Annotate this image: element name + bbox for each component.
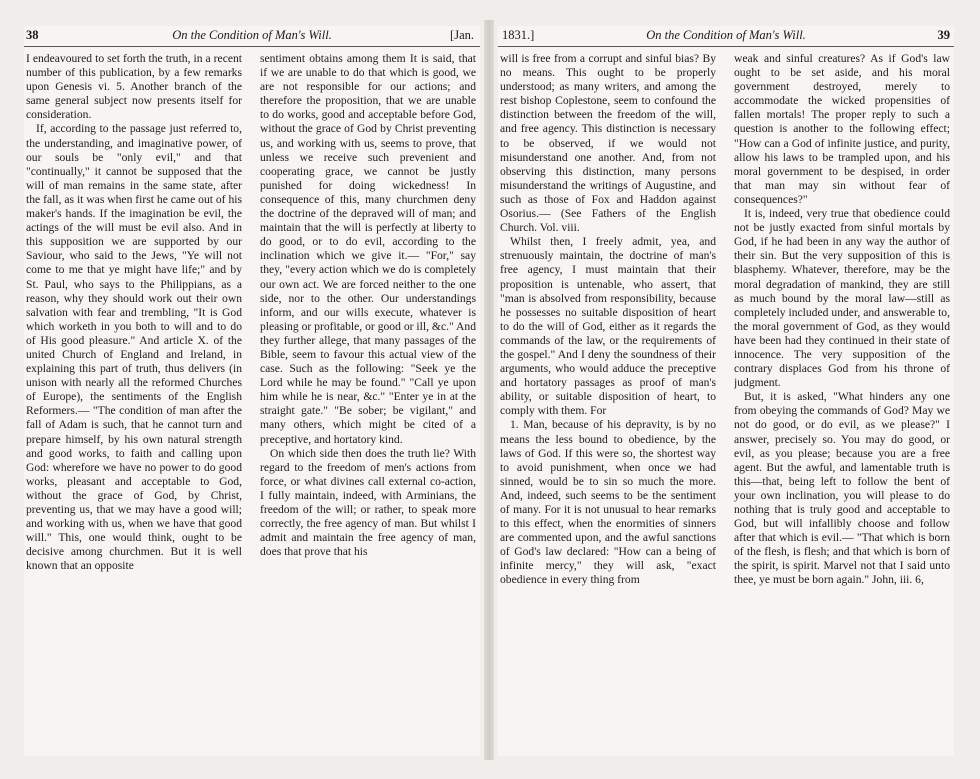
- column-1: [500, 52, 716, 756]
- paragraph: Whilst then, I freely admit, yea, and strenuously maintain, the doctrine of man's free agency, I must maintain that their proposition is untenable, who assert, that "man is absolved from responsibility, because he possesses no suitable disposition of heart to do the will of God, either as it regards the commands of the law, or the requirements of the gospel." And I deny the soundness of their arguments, who would adduce the preceptive and hortatory passages as proof of man's ability, or suitable disposition of heart, to comply with them. For: [500, 235, 716, 418]
- paragraph: It is, indeed, very true that obedience could not be justly exacted from sinful mortals by God, if he had been in any way the author of their sin. But the very supposition of this is blasphemy. Whatever, therefore, may be the moral degradation of mankind, they are still as much bound by the moral law—still as completely included under, and answerable to, the moral government of God, as they would have been had they continued in their state of innocence. The very supposition of the contrary displaces God from his throne of judgment.: [734, 207, 950, 390]
- running-date: [Jan.: [450, 28, 474, 42]
- running-title: On the Condition of Man's Will.: [646, 28, 806, 42]
- paragraph: I endeavoured to set forth the truth, in a recent number of this publication, by a few remarks upon Genesis vi. 5. Another branch of the same general subject now presents itself for consideration.: [26, 52, 242, 122]
- right-page: [498, 26, 954, 756]
- running-head-right: [498, 26, 954, 47]
- left-page: [24, 26, 480, 756]
- paragraph: On which side then does the truth lie? With regard to the freedom of men's actions from force, or what divines call external co-action, I fully maintain, indeed, with Arminians, the freedom of the will; or rather, to speak more correctly, the free agency of man. But whilst I admit and maintain the free agency of man, does that prove that his: [260, 446, 476, 559]
- column-2: [734, 52, 950, 756]
- running-date: 1831.]: [502, 28, 535, 42]
- column-1: [26, 52, 242, 756]
- running-title: On the Condition of Man's Will.: [172, 28, 332, 42]
- text-columns: [24, 52, 480, 756]
- running-head-left: [24, 26, 480, 47]
- paragraph: sentiment obtains among them It is said, that if we are unable to do that which is good, we are not responsible for our actions; and therefore the proposition, that we are unable to do works, good and acceptable before God, without the grace of God by Christ preventing us, and working with us, seems to prove, that unless we receive such prevenient and cooperating grace, we cannot be justly punished for doing wickedness! In consequence of this, many churchmen deny the doctrine of the depraved will of man; and maintain that the will is perfectly at liberty to do good, or to do evil, according to the inclination which we give it.— "For," say they, "every action which we do is completely our own act. We are forced neither to the one side, nor to the other. Our understandings inform, and our wills execute, whatever is pleasing or profitable, or good or ill, &c." And they further allege, that many passages of the Bible, seem to favour this actual view of the case. Such as the following: "Seek ye the Lord while he may be found." "Call ye upon him while he is near, &c." "Enter ye in at the straight gate." "Be sober; be vigilant," and many others, which might be cited of a preceptive, and hortatory kind.: [260, 52, 476, 446]
- paragraph: If, according to the passage just referred to, the understanding, and imaginative power, of our souls be "only evil," and that "continually," it cannot be supposed that the will of man remains in the same state, after the fall, as it was when first he came out of his maker's hands. If the imagination be evil, the actings of the will must be evil also. And in this supposition we are supported by our Saviour, who said to the Jews, "Ye will not come to me that ye might have life;" and by St. Paul, who says to the Philippians, as a reason, why they should work out their own salvation with fear and trembling, "It is God which worketh in you both to will and to do of His good pleasure." And article X. of the united Church of England and Ireland, in explaining this part of truth, thus delivers (in unison with nearly all the reformed Churches of Europe), the sentiments of the English Reformers.— "The condition of man after the fall of Adam is such, that he cannot turn and prepare himself, by his own natural strength and good works, to faith and calling upon God: wherefore we have no power to do good works, pleasant and acceptable to God, without the grace of God, by Christ, preventing us, that we may have a good will; and working with us, when we have that good will." This, one would think, ought to be decisive among churchmen. But it is well known that an opposite: [26, 122, 242, 573]
- page-number: 39: [937, 28, 950, 42]
- paragraph: will is free from a corrupt and sinful bias? By no means. This ought to be properly understood; as many writers, and among the rest bishop Coplestone, seem to confound the distinction between the freedom of the will, and free agency. This distinction is necessary to be observed, if we would not misunderstand one another. And, from not observing this distinction, many persons misunderstand the writings of Augustine, and such as those of Fox and Haddon against Osorius.— (See Fathers of the English Church. Vol. viii.: [500, 52, 716, 235]
- book-gutter: [484, 20, 494, 760]
- text-columns: [498, 52, 954, 756]
- paragraph: 1. Man, because of his depravity, is by no means the less bound to obedience, by the laws of God. If this were so, the shortest way to avoid punishment, when once we had sinned, would be to sin so much the more. And, indeed, such seems to be the sentiment of many. For it is not unusual to hear remarks to this effect, when the enormities of sinners are commented upon, and the awful sanctions of God's law declared: "How can a being of infinite mercy," they will ask, "exact obedience in every thing from: [500, 418, 716, 587]
- column-2: [260, 52, 476, 756]
- paragraph: weak and sinful creatures? As if God's law ought to be set aside, and his moral government destroyed, merely to accommodate the wicked propensities of fallen mortals! The proper reply to such a question is another to the following effect; "How can a God of infinite justice, and purity, allow his laws to be trampled upon, and his moral government to be despised, in order that man may sin without fear of consequences?": [734, 52, 950, 206]
- page-number: 38: [26, 28, 39, 42]
- paragraph: But, it is asked, "What hinders any one from obeying the commands of God? May we not do good, or do evil, as we please?" I answer, precisely so. You may do good, or evil, as you please; because you are a free agent. But the awful, and lamentable truth is this—that, being left to follow the bent of your own inclination, you will please to do nothing that is truly good and acceptable to God, but will infallibly choose and follow after that which is evil.— "That which is born of the flesh, is flesh; and that which is born of the spirit, is spirit. Marvel not that I said unto thee, ye must be born again." John, iii. 6,: [734, 390, 950, 587]
